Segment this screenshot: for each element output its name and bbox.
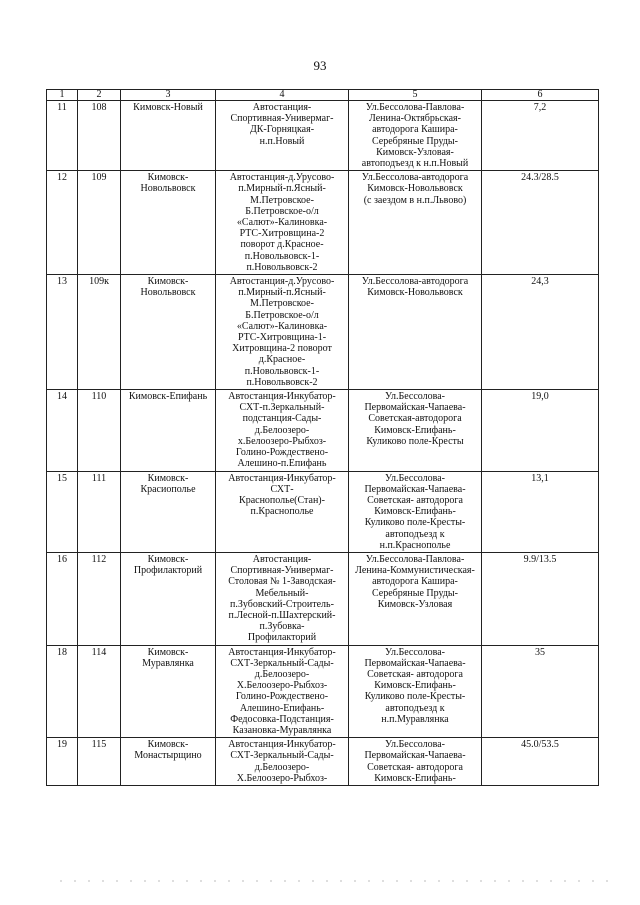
route-streets-cell-line: Первомайская-Чапаева- (364, 483, 466, 495)
route-stops-cell-line: п.Мирный-п.Ясный- (238, 183, 326, 195)
route-streets-cell-line: Ул.Бессолова-автодорога (361, 172, 469, 184)
table-row (47, 171, 599, 275)
route-length-cell: 24,3 (482, 275, 599, 390)
route-number-cell: 115 (78, 738, 121, 786)
route-name-cell-line: Муравлянка (142, 657, 194, 669)
route-stops-cell-line: Автостанция-Инкубатор- (228, 472, 336, 484)
route-length-cell: 19,0 (482, 390, 599, 471)
route-stops-cell-line: Спортивная-Универмаг- (230, 113, 334, 125)
route-stops-cell-line: «Салют»-Калиновка- (236, 217, 328, 229)
route-name-cell (121, 101, 216, 171)
route-name-cell (121, 275, 216, 390)
route-streets-cell-line: Ленина-Коммунистическая- (355, 565, 475, 577)
route-stops-cell-line: СХТ-Зеркальный-Сады- (230, 657, 334, 669)
row-number-cell: 11 (47, 101, 78, 171)
route-streets-cell (349, 101, 482, 171)
route-stops-cell-line: п.Мирный-п.Ясный- (238, 287, 326, 299)
route-name-cell-line: Кимовск- (147, 739, 189, 751)
route-name-cell-line: Красиополье (140, 483, 196, 495)
row-number-cell: 15 (47, 471, 78, 552)
route-stops-cell-line: н.п.Новый (259, 135, 305, 147)
route-stops-cell-line: РТС-Хитровщина-1- (237, 332, 327, 344)
route-stops-cell-line: Автостанция- (252, 553, 312, 565)
route-streets-cell-line: Ул.Бессолова- (385, 739, 445, 751)
route-streets-cell-line: (с заездом в н.п.Львово) (363, 194, 467, 206)
route-stops-cell-line: д.Белоозеро- (254, 761, 310, 773)
route-stops-cell-line: Б.Петровское-о/л (245, 205, 319, 217)
route-streets-cell-line: Куликово поле-Кресты- (364, 517, 466, 529)
route-streets-cell-line: Ул.Бессолова-Павлова- (365, 553, 465, 565)
route-stops-cell-line: д.Белоозеро- (254, 424, 310, 436)
route-stops-cell-line: поворот д.Красное- (240, 239, 324, 251)
page-number: 93 (313, 58, 327, 73)
route-name-cell (121, 390, 216, 471)
route-stops-cell-line: Х.Белоозеро-Рыбхоз- (236, 680, 328, 692)
table-row (47, 275, 599, 390)
route-streets-cell-line: Кимовск-Новольвовск (367, 183, 463, 195)
route-name-cell-line: Кимовск- (147, 646, 189, 658)
route-stops-cell-line: п.Новольвовск-2 (246, 261, 318, 273)
header-cell: 1 (47, 90, 78, 101)
route-name-cell-line: Кимовск-Епифань (128, 391, 208, 403)
route-streets-cell-line: Советская- автодорога (367, 668, 463, 680)
row-number-cell: 13 (47, 275, 78, 390)
route-stops-cell-line: Казановка-Муравлянка (232, 724, 332, 736)
route-stops-cell-line: Алешино-п.Епифань (237, 458, 327, 470)
route-name-cell-line: Кимовск-Новый (133, 102, 203, 113)
route-streets-cell (349, 552, 482, 645)
route-stops-cell-line: СХТ- (270, 483, 294, 495)
route-stops-cell-line: Автостанция-д.Урусово- (229, 276, 335, 288)
scan-artifact-line (60, 880, 620, 882)
route-streets-cell (349, 471, 482, 552)
route-streets-cell-line: Серебряные Пруды- (372, 135, 458, 147)
route-stops-cell-line: «Салют»-Калиновка- (236, 320, 328, 332)
route-streets-cell (349, 390, 482, 471)
row-number-cell: 19 (47, 738, 78, 786)
route-stops-cell-line: подстанция-Сады- (242, 413, 322, 425)
route-name-cell (121, 471, 216, 552)
route-streets-cell-line: автодорога Кашира- (372, 124, 458, 136)
route-stops-cell (216, 171, 349, 275)
route-stops-cell-line: РТС-Хитровщина-2 (239, 228, 325, 240)
route-name-cell-line: Профилакторий (133, 565, 203, 577)
table-row (47, 645, 599, 738)
route-name-cell-line: Кимовск- (147, 172, 189, 184)
route-length-cell: 7,2 (482, 101, 599, 171)
route-stops-cell-line: Столовая № 1-Заводская- (228, 576, 336, 588)
route-stops-cell-line: Автостанция-Инкубатор- (228, 391, 336, 403)
route-stops-cell-line: Автостанция- (252, 102, 312, 113)
route-name-cell-line: Новольвовск (140, 287, 196, 299)
route-stops-cell (216, 738, 349, 786)
route-streets-cell-line: Первомайская-Чапаева- (364, 750, 466, 762)
header-cell: 3 (121, 90, 216, 101)
route-stops-cell-line: М.Петровское- (250, 298, 314, 310)
route-streets-cell-line: Кимовск-Епифань- (374, 424, 456, 436)
route-name-cell-line: Кимовск- (147, 472, 189, 484)
route-streets-cell-line: Первомайская-Чапаева- (364, 402, 466, 414)
route-streets-cell-line: Ул.Бессолова- (385, 646, 445, 658)
route-name-cell-line: Кимовск- (147, 276, 189, 288)
header-cell: 5 (349, 90, 482, 101)
row-number-cell: 16 (47, 552, 78, 645)
route-stops-cell-line: Спортивная-Универмаг- (230, 565, 334, 577)
header-cell: 6 (482, 90, 599, 101)
route-stops-cell-line: п.Новольвовск-1- (244, 250, 320, 262)
route-streets-cell-line: Кимовск-Епифань- (374, 772, 456, 784)
route-stops-cell (216, 101, 349, 171)
route-streets-cell-line: Кимовск-Узловая (377, 598, 453, 610)
route-streets-cell-line: Ул.Бессолова-Павлова- (365, 102, 465, 113)
route-streets-cell (349, 171, 482, 275)
route-length-cell: 13,1 (482, 471, 599, 552)
route-streets-cell-line: автоподъезд к н.п.Новый (361, 158, 469, 170)
route-stops-cell (216, 645, 349, 738)
table-row (47, 390, 599, 471)
table-header-row (47, 90, 599, 101)
route-stops-cell-line: ДК-Горняцкая- (249, 124, 315, 136)
route-stops-cell (216, 275, 349, 390)
route-length-cell: 9.9/13.5 (482, 552, 599, 645)
route-stops-cell-line: Б.Петровское-о/л (245, 309, 319, 321)
route-streets-cell-line: Кимовск-Новольвовск (367, 287, 463, 299)
header-cell: 2 (78, 90, 121, 101)
route-streets-cell (349, 645, 482, 738)
route-length-cell: 35 (482, 645, 599, 738)
route-stops-cell-line: п.Лесной-п.Шахтерский- (228, 609, 336, 621)
route-number-cell: 114 (78, 645, 121, 738)
route-name-cell (121, 738, 216, 786)
route-streets-cell (349, 275, 482, 390)
route-stops-cell-line: п.Новольвовск-2 (246, 376, 318, 388)
route-stops-cell-line: д.Белоозеро- (254, 668, 310, 680)
route-stops-cell-line: Автостанция-Инкубатор- (228, 739, 336, 751)
route-streets-cell-line: Кимовск-Епифань- (374, 680, 456, 692)
table-row (47, 101, 599, 171)
route-stops-cell-line: Автостанция-Инкубатор- (228, 646, 336, 658)
header-cell: 4 (216, 90, 349, 101)
routes-table (46, 89, 599, 786)
route-name-cell-line: Новольвовск (140, 183, 196, 195)
route-stops-cell-line: п.Новольвовск-1- (244, 365, 320, 377)
route-streets-cell-line: Ленина-Октябрьская- (369, 113, 461, 125)
route-length-cell: 45.0/53.5 (482, 738, 599, 786)
route-name-cell-line: Монастырщино (134, 750, 202, 762)
route-name-cell (121, 645, 216, 738)
route-streets-cell-line: Серебряные Пруды- (372, 587, 458, 599)
table-row (47, 552, 599, 645)
route-stops-cell-line: СХТ-Зеркальный-Сады- (230, 750, 334, 762)
route-number-cell: 112 (78, 552, 121, 645)
route-stops-cell (216, 552, 349, 645)
route-name-cell (121, 552, 216, 645)
route-stops-cell-line: Алешино-Епифань- (239, 702, 325, 714)
route-streets-cell-line: Ул.Бессолова- (385, 391, 445, 403)
row-number-cell: 12 (47, 171, 78, 275)
route-number-cell: 109к (78, 275, 121, 390)
route-streets-cell-line: н.п.Муравлянка (381, 713, 449, 725)
route-stops-cell (216, 390, 349, 471)
route-stops-cell-line: Х.Белоозеро-Рыбхоз- (236, 772, 328, 784)
routes-table-body (47, 90, 599, 786)
route-stops-cell-line: п.Краснополье (250, 506, 314, 518)
route-streets-cell-line: н.п.Краснополье (379, 539, 451, 551)
route-name-cell (121, 171, 216, 275)
route-length-cell: 24.3/28.5 (482, 171, 599, 275)
route-streets-cell-line: Ул.Бессолова-автодорога (361, 276, 469, 288)
row-number-cell: 14 (47, 390, 78, 471)
route-number-cell: 109 (78, 171, 121, 275)
route-number-cell: 111 (78, 471, 121, 552)
route-stops-cell-line: Профилакторий (247, 632, 317, 644)
route-streets-cell-line: Первомайская-Чапаева- (364, 657, 466, 669)
route-stops-cell-line: Федосовка-Подстанция- (230, 713, 334, 725)
route-stops-cell-line: п.Зубовский-Строитель- (230, 598, 334, 610)
route-name-cell-line: Кимовск- (147, 553, 189, 565)
route-streets-cell-line: Куликово поле-Кресты- (364, 691, 466, 703)
route-streets-cell-line: Советская- автодорога (367, 761, 463, 773)
route-stops-cell-line: Голино-Рождествено- (235, 447, 329, 459)
route-stops-cell-line: Голино-Рождествено- (235, 691, 329, 703)
route-stops-cell (216, 471, 349, 552)
table-row (47, 738, 599, 786)
route-stops-cell-line: х.Белоозеро-Рыбхоз- (237, 435, 327, 447)
route-stops-cell-line: Хитровщина-2 поворот (232, 343, 332, 355)
route-streets-cell-line: Кимовск-Узловая- (376, 146, 454, 158)
route-stops-cell-line: п.Зубовка- (259, 621, 305, 633)
route-streets-cell-line: Советская-автодорога (368, 413, 462, 425)
route-streets-cell (349, 738, 482, 786)
route-streets-cell-line: автодорога Кашира- (372, 576, 458, 588)
route-stops-cell-line: Автостанция-д.Урусово- (229, 172, 335, 184)
route-streets-cell-line: Ул.Бессолова- (385, 472, 445, 484)
row-number-cell: 18 (47, 645, 78, 738)
route-stops-cell-line: Мебельный- (255, 587, 309, 599)
route-streets-cell-line: Куликово поле-Кресты (366, 435, 464, 447)
table-row (47, 471, 599, 552)
route-streets-cell-line: Кимовск-Епифань- (374, 506, 456, 518)
route-stops-cell-line: Краснополье(Стан)- (239, 494, 325, 506)
route-stops-cell-line: М.Петровское- (250, 194, 314, 206)
route-number-cell: 110 (78, 390, 121, 471)
route-number-cell: 108 (78, 101, 121, 171)
route-streets-cell-line: автоподъезд к (385, 528, 445, 540)
route-stops-cell-line: СХТ-п.Зеркальный- (239, 402, 325, 414)
route-stops-cell-line: д.Красное- (258, 354, 306, 366)
route-streets-cell-line: автоподъезд к (385, 702, 445, 714)
route-streets-cell-line: Советская- автодорога (367, 494, 463, 506)
